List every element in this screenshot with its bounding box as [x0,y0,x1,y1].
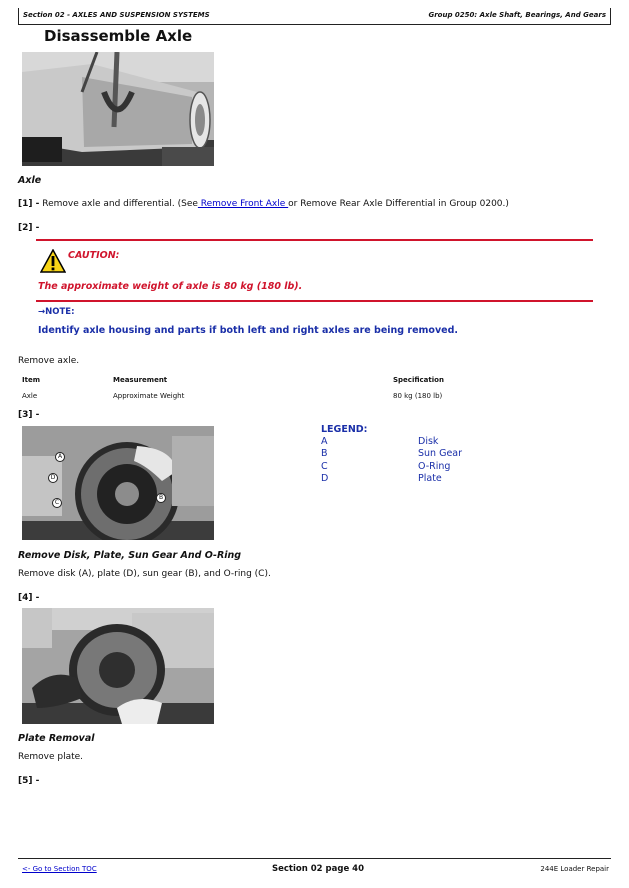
page-title: Disassemble Axle [44,27,193,45]
legend-key-d: D [321,473,329,484]
step-2-label: [2] - [18,223,40,233]
page-number: Section 02 page 40 [272,864,364,874]
legend-key-b: B [321,448,328,459]
step-5-label: [5] - [18,776,40,786]
table-header-measurement: Measurement [113,376,168,384]
note-title: →NOTE: [38,307,75,317]
table-cell-specification: 80 kg (180 lb) [393,392,443,400]
step-1-label: [1] - [18,199,40,209]
group-title: Group 0250: Axle Shaft, Bearings, And Gears [428,11,606,19]
plate-removal-photo [22,608,214,724]
table-cell-item: Axle [22,392,38,400]
step-1-text-after: or Remove Rear Axle Differential in Group 0200.) [288,199,509,209]
remove-axle-text: Remove axle. [18,356,80,366]
callout-c: C [52,498,62,508]
legend-value-a: Disk [418,436,439,447]
caution-title: CAUTION: [68,250,120,261]
disk-removal-text: Remove disk (A), plate (D), sun gear (B), and O-ring (C). [18,569,271,579]
footer-divider [18,858,611,859]
figure-caption-axle: Axle [18,175,42,186]
callout-d: D [48,473,58,483]
caution-bottom-divider [36,300,593,302]
table-header-specification: Specification [393,376,444,384]
legend-key-a: A [321,436,328,447]
table-cell-measurement: Approximate Weight [113,392,185,400]
manual-name: 244E Loader Repair [540,865,609,873]
callout-a: A [55,452,65,462]
legend-value-d: Plate [418,473,442,484]
legend-value-b: Sun Gear [418,448,463,459]
caution-text: The approximate weight of axle is 80 kg (180 lb). [38,281,303,292]
table-header-item: Item [22,376,40,384]
plate-removal-text: Remove plate. [18,752,84,762]
remove-front-axle-link[interactable]: Remove Front Axle [197,199,289,209]
axle-photo [22,52,214,166]
section-title: Section 02 - AXLES AND SUSPENSION SYSTEMS [23,11,210,19]
legend-title: LEGEND: [321,424,368,435]
step-1 [18,199,509,209]
step-1-text-before: Remove axle and differential. (See [39,199,198,209]
figure-caption-plate: Plate Removal [18,733,95,744]
page-header [18,8,611,25]
step-3-label: [3] - [18,410,40,420]
section-toc-link[interactable]: <- Go to Section TOC [22,865,97,873]
disk-removal-photo [22,426,214,540]
step-4-label: [4] - [18,593,40,603]
legend-key-c: C [321,461,328,472]
legend-value-c: O-Ring [418,461,451,472]
caution-top-divider [36,239,593,241]
callout-b: B [156,493,166,503]
warning-triangle-icon [40,249,66,277]
figure-caption-disk: Remove Disk, Plate, Sun Gear And O-Ring [18,550,242,561]
note-text: Identify axle housing and parts if both left and right axles are being removed. [38,325,458,336]
